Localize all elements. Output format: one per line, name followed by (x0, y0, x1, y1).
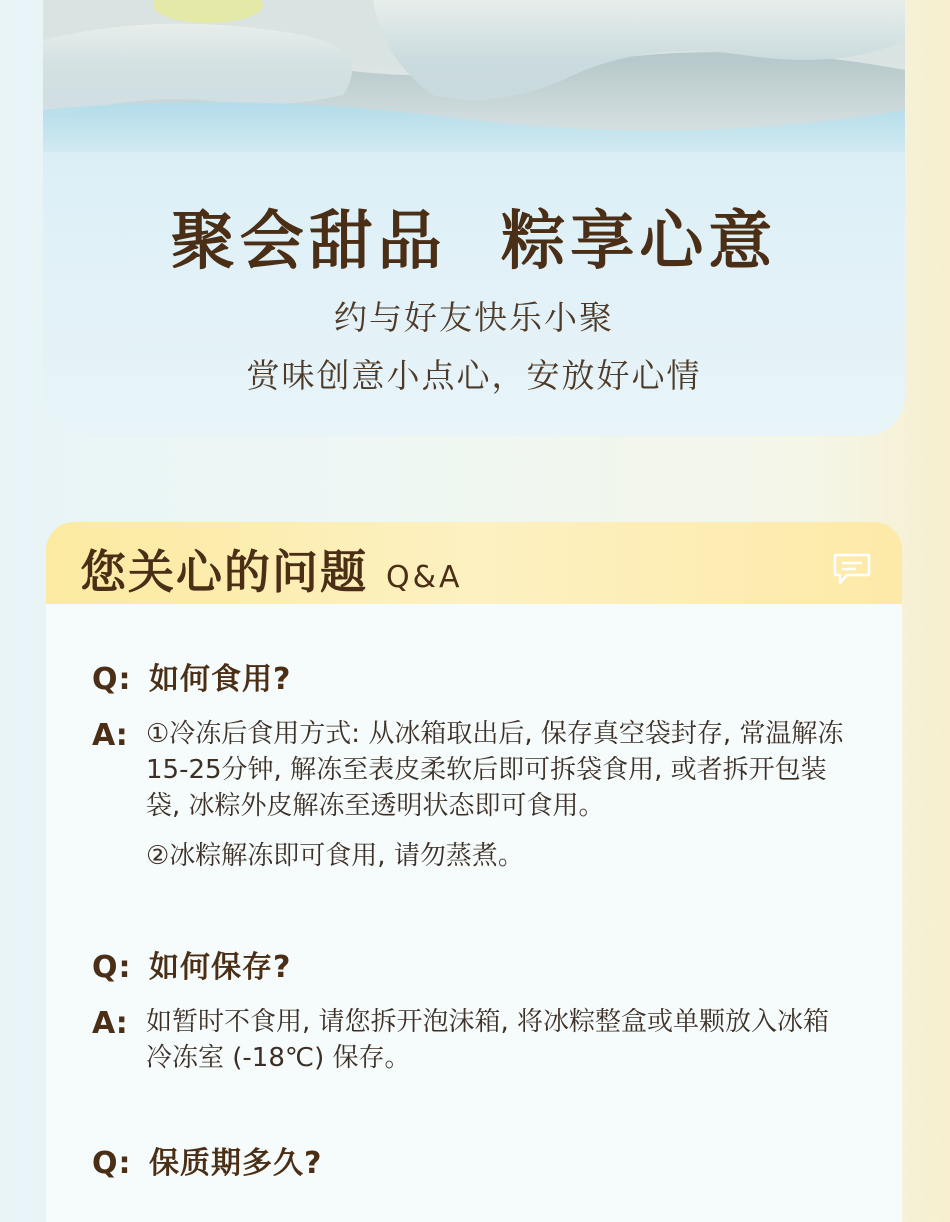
question-2-label: Q: (92, 950, 132, 985)
qa-tag: Q&A (386, 560, 463, 595)
answer-2-paragraph-1: 如暂时不食用, 请您拆开泡沫箱, 将冰粽整盒或单颗放入冰箱冷冻室 (-18℃) 保存。 (146, 1007, 830, 1073)
question-2 (92, 942, 291, 986)
hero-title: 聚会甜品 粽享心意 (170, 205, 778, 279)
question-3-label: Q: (92, 1146, 132, 1181)
question-3 (92, 1138, 322, 1182)
hero-product-image (43, 0, 905, 152)
hero-card (43, 0, 905, 436)
hero-subtitle-line-2: 赏味创意小点心，安放好心情 (246, 356, 702, 395)
answer-2-label: A: (92, 1006, 128, 1041)
question-2-text: 如何保存? (148, 950, 292, 985)
answer-1-paragraph-2: ②冰粽解冻即可食用, 请勿蒸煮。 (146, 841, 524, 871)
question-3-text: 保质期多久? (148, 1146, 323, 1181)
qa-title: 您关心的问题 (80, 545, 368, 599)
answer-1-label: A: (92, 718, 128, 753)
question-1-label: Q: (92, 662, 132, 697)
chat-bubble-icon (832, 552, 872, 586)
question-1-text: 如何食用? (148, 662, 292, 697)
qa-header (46, 522, 902, 604)
hero-subtitle-line-1: 约与好友快乐小聚 (334, 298, 614, 337)
question-1 (92, 654, 291, 698)
answer-1-paragraph-1: ①冷冻后食用方式: 从冰箱取出后, 保存真空袋封存, 常温解冻15-25分钟, 解冻至表皮柔软后即可拆袋食用, 或者拆开包装袋, 冰粽外皮解冻至透明状态即可食用。 (146, 719, 844, 821)
